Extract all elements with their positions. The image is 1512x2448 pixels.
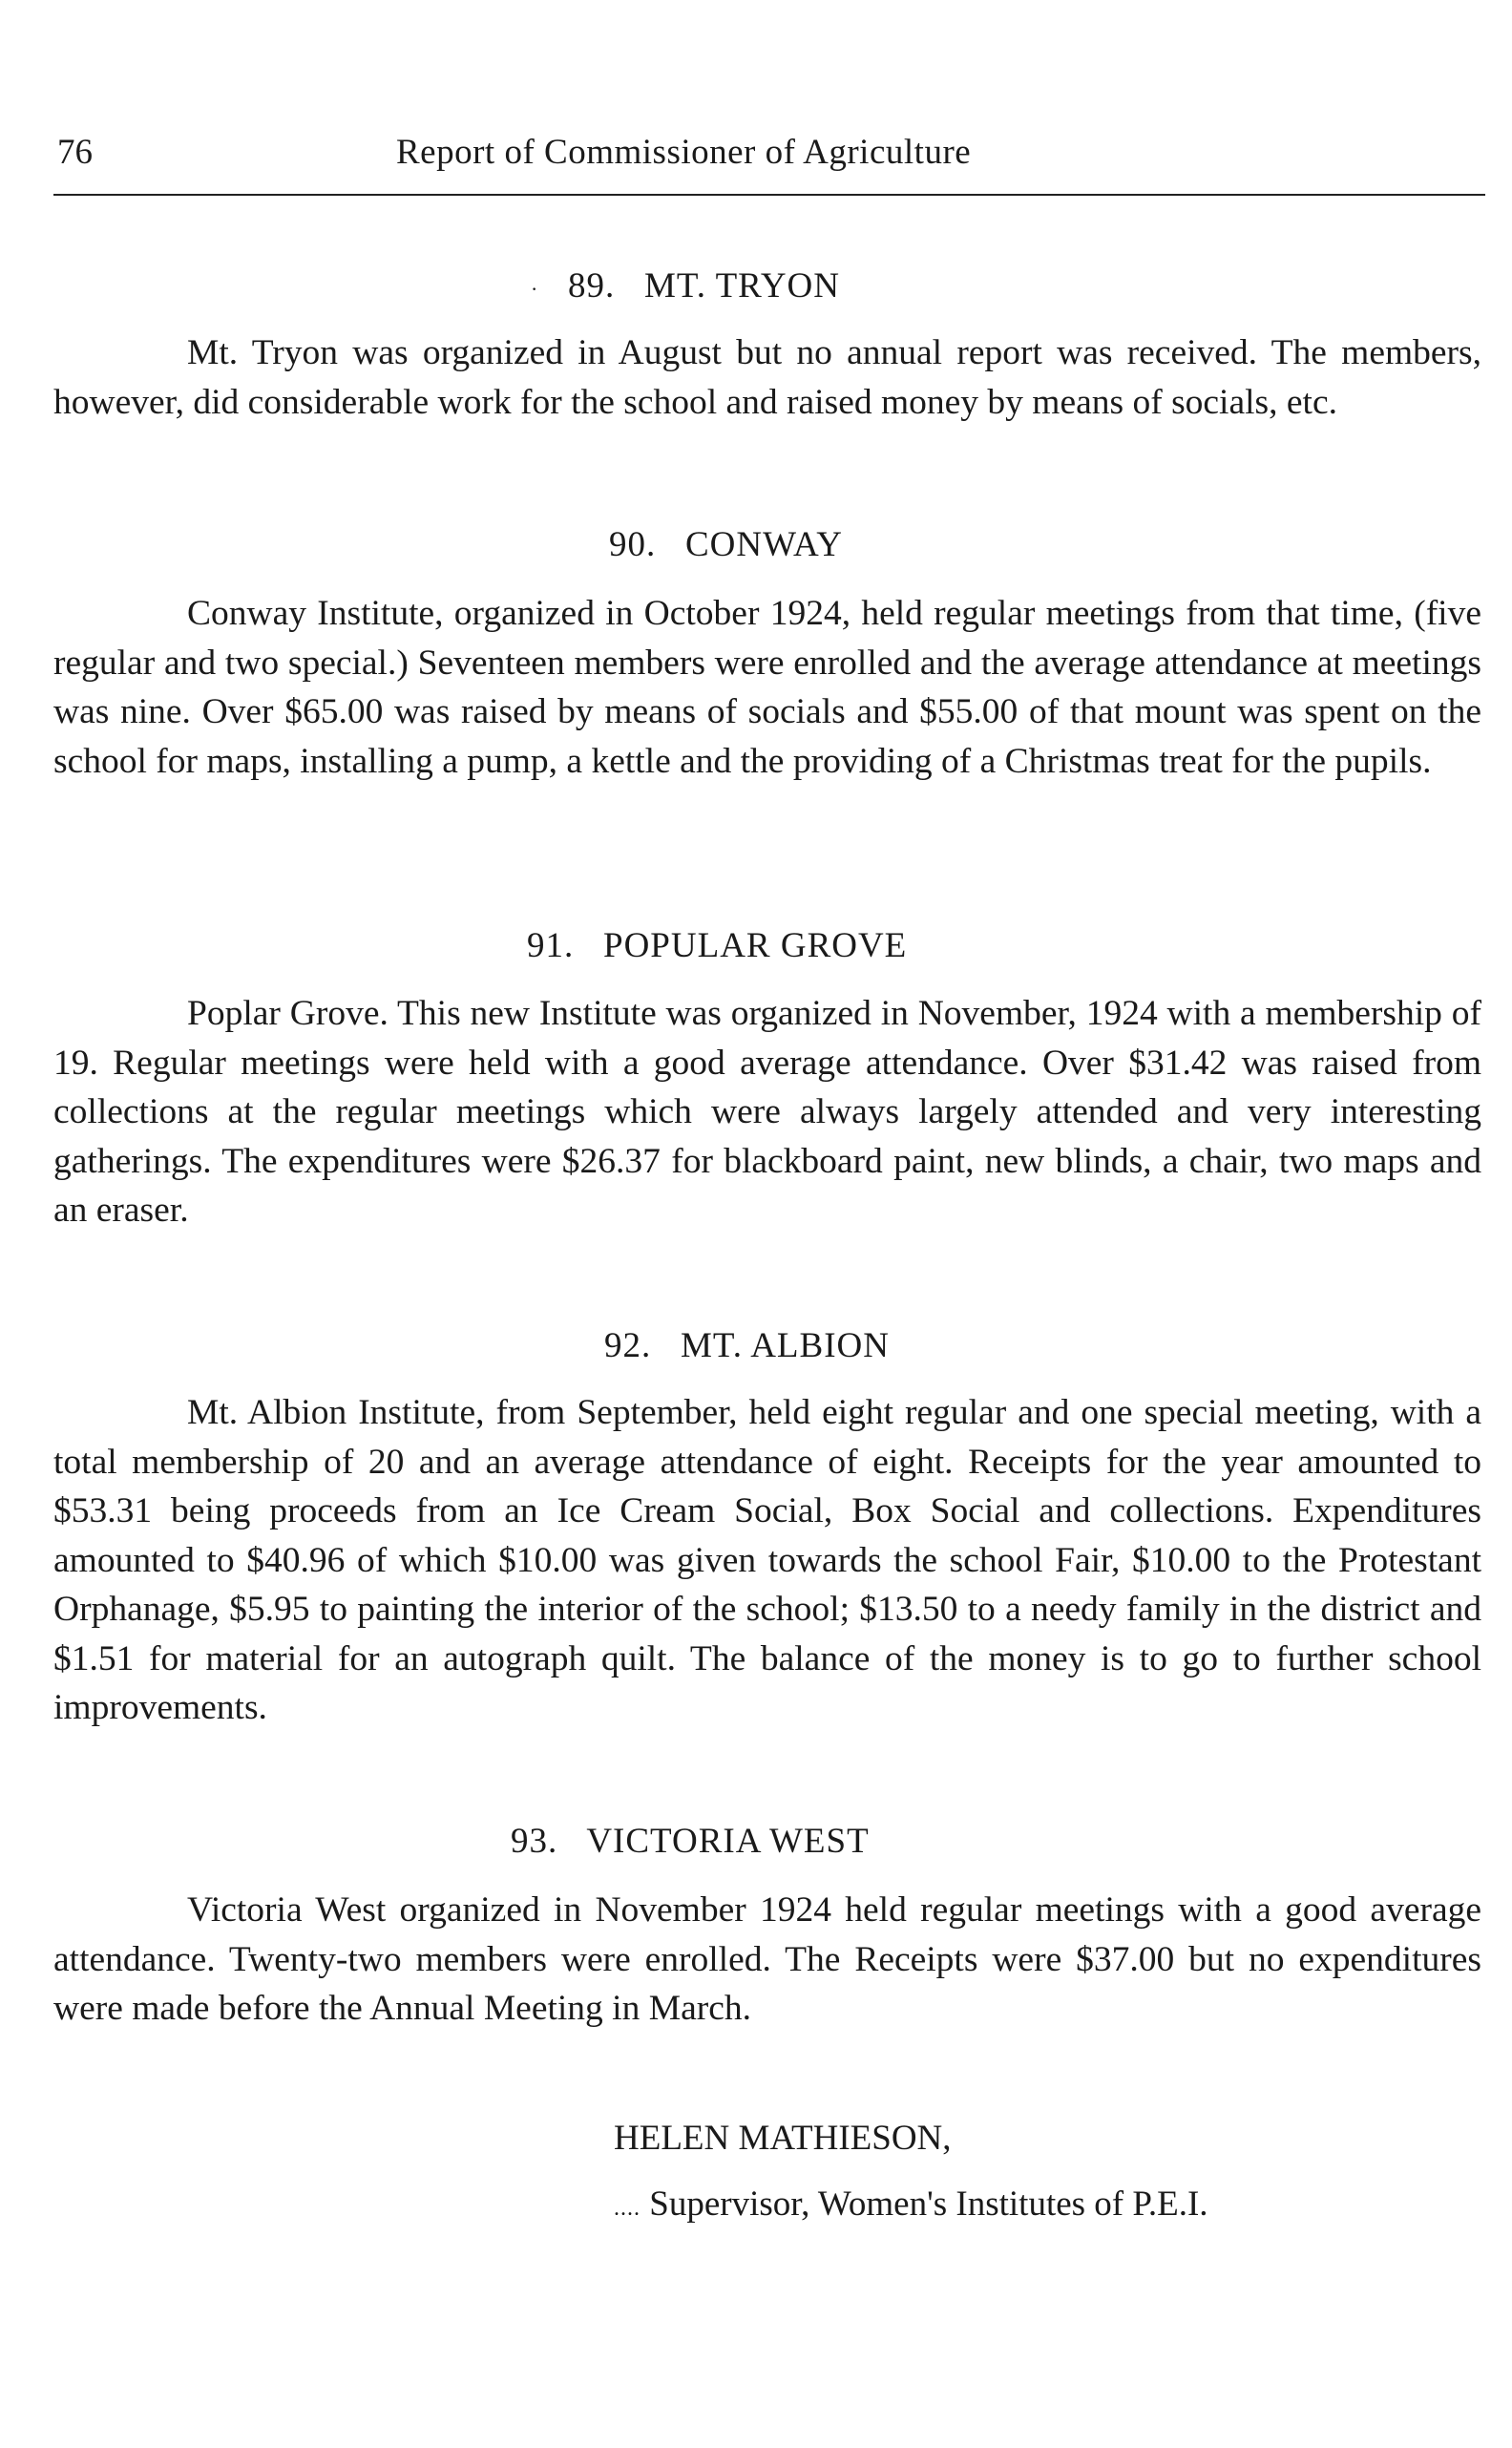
section-heading-victoria-west: 93. VICTORIA WEST — [511, 1822, 870, 1861]
section-heading-conway: 90. CONWAY — [609, 525, 843, 564]
section-body-conway: Conway Institute, organized in October 1924, held regular meetings from that time, (five regular and two special.) Seventeen members were enrolled and the average attendance at meetings was nine. Over $65.00 was raised by means of socials and $55.00 of that mount was spent on the school for maps, installing a pump, a kettle and the providing of a Christmas treat for the pupils. — [53, 594, 1481, 781]
section-body-mt-albion: Mt. Albion Institute, from September, held eight regular and one special meeting, with a total membership of 20 and an average attendance of eight. Receipts for the year amounted to $53.31 being proceeds from an Ice Cream Social, Box Social and collections. Expenditures amounted to $40.96 of which $10.00 was given towards the school Fair, $10.00 to the Protestant Orphanage, $5.95 to painting the interior of the school; $13.50 to a needy family in the district and $1.51 for material for an autograph quilt. The balance of the money is to go to further school improvements. — [53, 1393, 1481, 1727]
section-heading-mt-tryon: 89. MT. TRYON — [568, 266, 840, 306]
running-header — [57, 132, 1489, 179]
section-body-victoria-west: Victoria West organized in November 1924 held regular meetings with a good average attendance. Twenty-two members were enrolled. The Receipts were $37.00 but no expenditures were made before the Annual Meeting in March. — [53, 1890, 1481, 2028]
section-body-mt-tryon: Mt. Tryon was organized in August but no annual report was received. The members, however, did considerable work for the school and raised money by means of socials, etc. — [53, 333, 1481, 422]
signature-leader-dots: .... — [614, 2196, 640, 2221]
running-title: Report of Commissioner of Agriculture — [396, 133, 972, 172]
header-rule — [53, 194, 1485, 196]
signature-name: HELEN MATHIESON, — [614, 2119, 952, 2158]
stray-ink-mark: · — [531, 277, 538, 301]
signature-title: Supervisor, Women's Institutes of P.E.I. — [649, 2184, 1208, 2224]
section-heading-popular-grove: 91. POPULAR GROVE — [527, 926, 908, 965]
page-number: 76 — [57, 133, 93, 172]
section-body-popular-grove: Poplar Grove. This new Institute was organized in November, 1924 with a membership of 19. Regular meetings were held with a good average attendance. Over $31.42 was raised from collections at the regular meetings which were always largely attended and very interesting gatherings. The expenditures were $26.37 for blackboard paint, new blinds, a chair, two maps and an eraser. — [53, 994, 1481, 1230]
section-heading-mt-albion: 92. MT. ALBION — [604, 1326, 890, 1365]
signature-title-line — [614, 2184, 1208, 2225]
